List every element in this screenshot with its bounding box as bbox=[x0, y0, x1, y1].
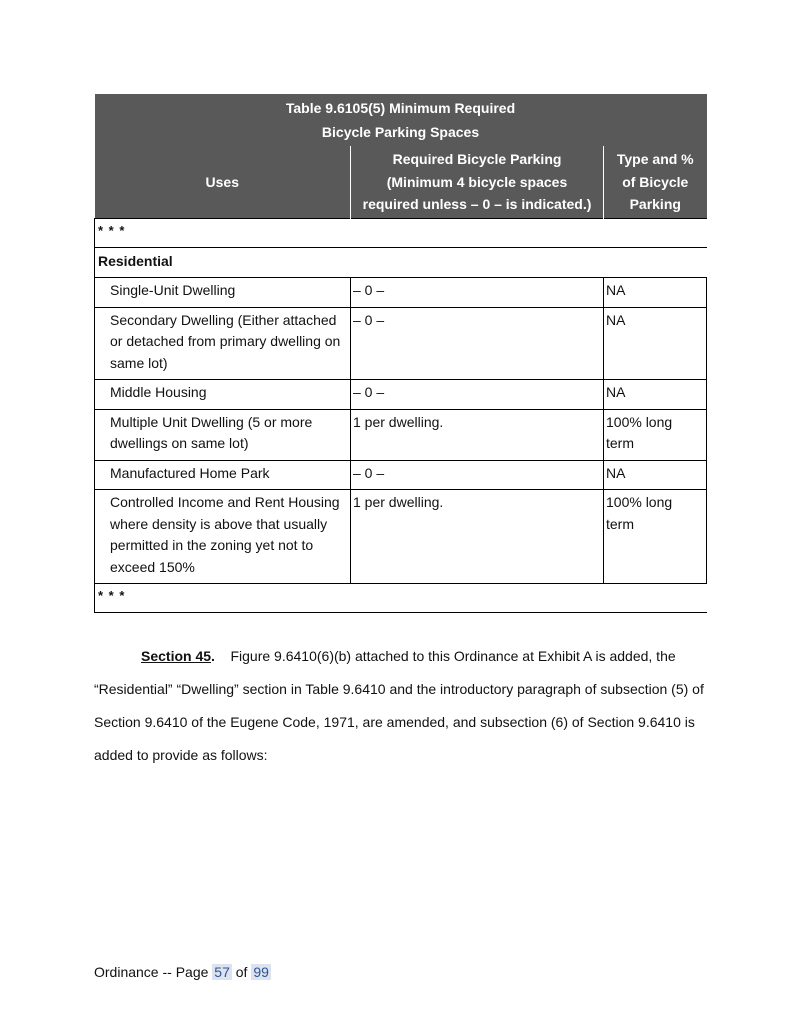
table-row bbox=[95, 307, 707, 380]
omission-marker-bottom: * * * bbox=[95, 584, 707, 613]
footer-prefix: Ordinance -- Page bbox=[94, 964, 209, 980]
row-use: Multiple Unit Dwelling (5 or more dwellings on same lot) bbox=[95, 409, 351, 460]
column-header-type-percent: Type and % of Bicycle Parking bbox=[604, 146, 707, 219]
row-required: 1 per dwelling. bbox=[351, 490, 604, 584]
table-row bbox=[95, 278, 707, 308]
table-row bbox=[95, 460, 707, 490]
row-required: – 0 – bbox=[351, 380, 604, 410]
table-row bbox=[95, 490, 707, 584]
row-required: 1 per dwelling. bbox=[351, 409, 604, 460]
row-use: Controlled Income and Rent Housing where density is above that usually permitted in the zoning yet not to exceed 150% bbox=[95, 490, 351, 584]
row-type: 100% long term bbox=[604, 409, 707, 460]
table-row bbox=[95, 380, 707, 410]
page-total: 99 bbox=[253, 964, 269, 980]
footer-of: of bbox=[235, 964, 248, 980]
section-body: Figure 9.6410(6)(b) attached to this Ordinance at Exhibit A is added, the “Residential” “Dwelling” section in Table 9.6410 and the introductory paragraph of subsection (5) of Section 9.6410 of the Eugene Code, 1971, are amended, and subsection (6) of Section 9.6410 is added to provide as follows: bbox=[94, 648, 704, 763]
row-required: – 0 – bbox=[351, 307, 604, 380]
section-number: Section 45 bbox=[141, 648, 212, 664]
row-use: Middle Housing bbox=[95, 380, 351, 410]
section-label-residential: Residential bbox=[95, 247, 707, 278]
row-required: – 0 – bbox=[351, 460, 604, 490]
table-title-line-1: Table 9.6105(5) Minimum Required bbox=[285, 100, 516, 116]
table-title-line-2: Bicycle Parking Spaces bbox=[321, 124, 480, 140]
page-footer bbox=[94, 962, 271, 982]
row-use: Manufactured Home Park bbox=[95, 460, 351, 490]
page-number: 57 bbox=[214, 964, 230, 980]
row-use: Single-Unit Dwelling bbox=[95, 278, 351, 308]
row-type: NA bbox=[604, 380, 707, 410]
row-use: Secondary Dwelling (Either attached or detached from primary dwelling on same lot) bbox=[95, 307, 351, 380]
table-title bbox=[95, 94, 707, 146]
section-45-paragraph: Section 45. Figure 9.6410(6)(b) attached to this Ordinance at Exhibit A is added, the “Residential” “Dwelling” section in Table 9.6410 and the introductory paragraph of subsection (5) of Section 9.6410 of the Eugene Code, 1971, are amended, and subsection (6) of Section 9.6410 is added to provide as follows: bbox=[94, 648, 704, 763]
table-row bbox=[95, 409, 707, 460]
column-header-required-parking: Required Bicycle Parking (Minimum 4 bicycle spaces required unless – 0 – is indicated.) bbox=[351, 146, 604, 219]
row-type: NA bbox=[604, 278, 707, 308]
row-type: 100% long term bbox=[604, 490, 707, 584]
row-type: NA bbox=[604, 307, 707, 380]
row-type: NA bbox=[604, 460, 707, 490]
column-header-uses: Uses bbox=[95, 146, 351, 219]
bicycle-parking-table bbox=[94, 94, 707, 613]
omission-marker-top: * * * bbox=[95, 219, 707, 248]
row-required: – 0 – bbox=[351, 278, 604, 308]
